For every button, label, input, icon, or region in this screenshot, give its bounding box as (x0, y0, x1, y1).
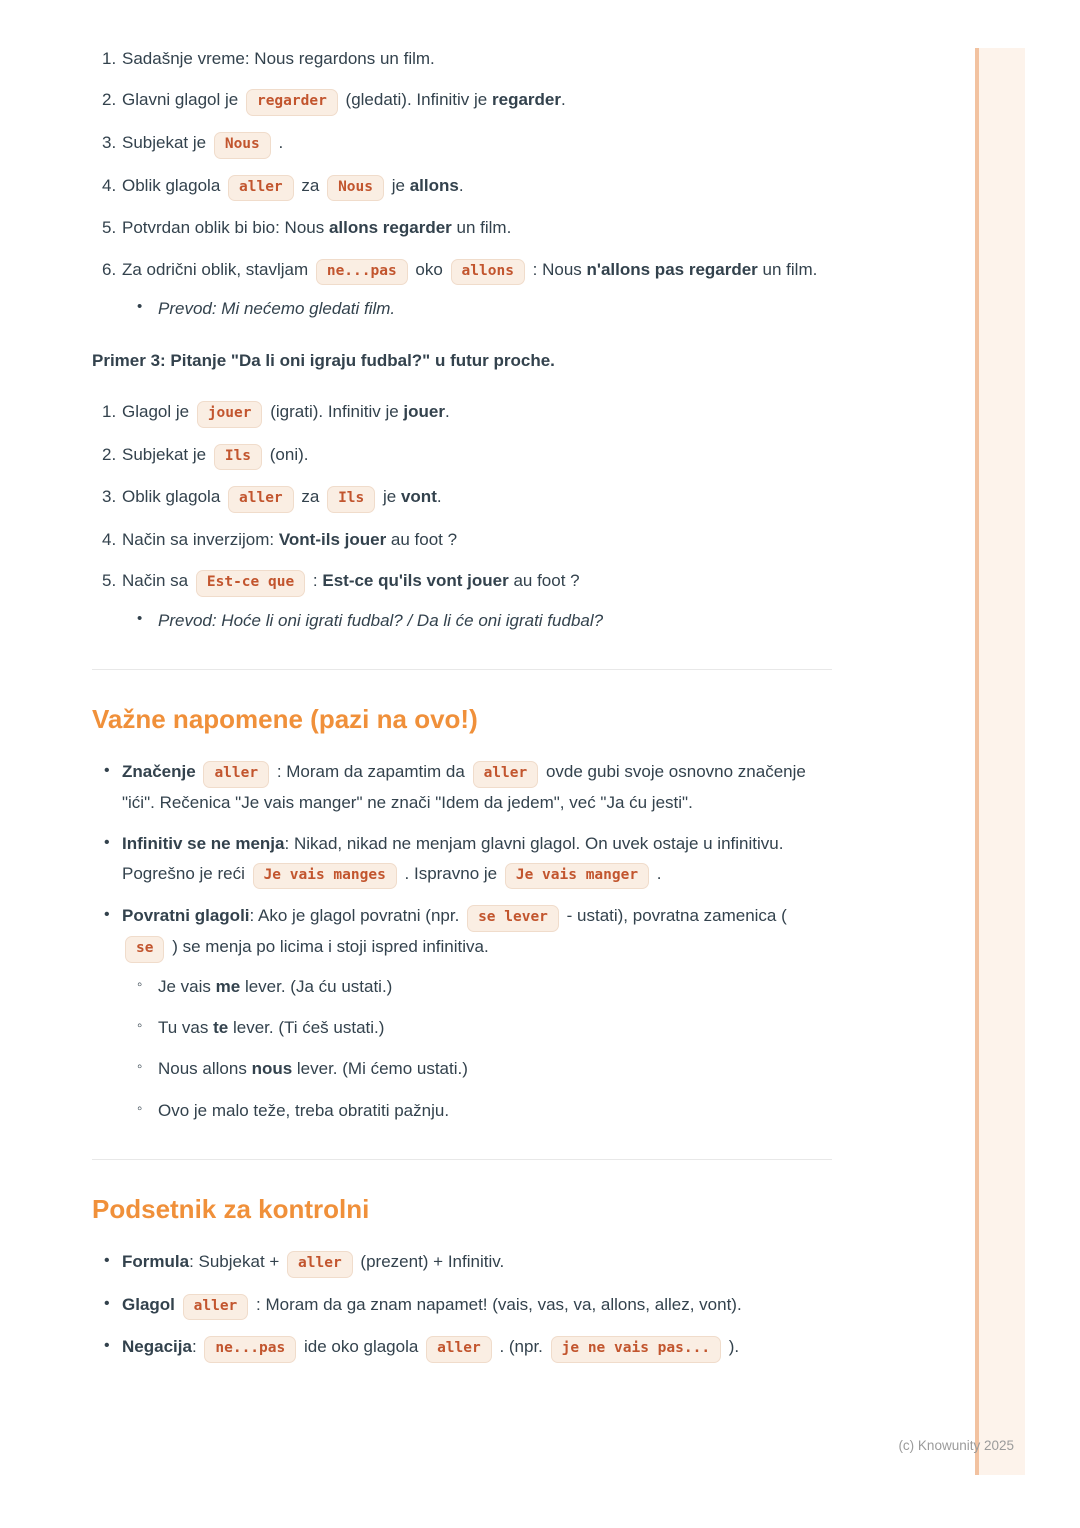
text-run: Potvrdan oblik bi bio: Nous (122, 218, 329, 238)
bullet-icon: • (104, 1251, 110, 1269)
code-chip: Est-ce que (196, 570, 305, 597)
text-run: : Moram da ga znam napamet! (vais, vas, va, allons, allez, vont). (251, 1294, 742, 1314)
text-bold: Primer 3: Pitanje "Da li oni igraju fudbal?" u futur proche. (92, 350, 555, 370)
bullet-icon: • (104, 1337, 110, 1355)
code-chip: aller (426, 1336, 492, 1363)
list-item (92, 44, 832, 73)
list-item-text (122, 571, 580, 590)
sub-list-item-text (158, 1018, 384, 1037)
list-item (92, 440, 832, 471)
code-chip: Je vais manger (505, 863, 649, 890)
text-run (175, 1295, 180, 1314)
code-chip: Nous (214, 132, 271, 159)
text-run: lever. (Ja ću ustati.) (240, 976, 393, 996)
bullet-icon: ◦ (137, 1017, 143, 1035)
sub-list-item-text (158, 977, 392, 996)
list-number: 2. (102, 444, 117, 464)
text-run (196, 762, 201, 781)
text-run: Sadašnje vreme: Nous regardons un film. (122, 49, 435, 68)
text-run: Je vais (158, 976, 216, 996)
code-chip: ne...pas (204, 1336, 296, 1363)
text-bold: Glagol (122, 1294, 175, 1314)
code-chip: regarder (246, 89, 338, 116)
list-item (92, 1332, 832, 1363)
text-run: : Ako je glagol povratni (npr. (249, 906, 465, 926)
text-bold: allons regarder (328, 218, 452, 238)
text-run: : Nikad, nikad ne menjam glavni glagol. On uvek ostaje u infinitivu. Pogrešno je reći (122, 834, 784, 883)
text-run: Glagol je (122, 401, 194, 421)
code-chip: aller (228, 486, 294, 513)
bullet-icon: ◦ (137, 1099, 143, 1117)
code-chip: Nous (327, 175, 384, 202)
text-run: : (308, 571, 323, 591)
text-run: za (296, 487, 325, 507)
list-item (92, 566, 832, 635)
text-run: lever. (Mi ćemo ustati.) (292, 1059, 468, 1079)
text-run: ovde gubi svoje osnovno značenje "ići". Rečenica "Je vais manger" ne znači "Idem da jedem", već "Ja ću jesti". (122, 762, 806, 813)
text-bold: regarder (492, 90, 561, 110)
numbered-list (92, 44, 832, 324)
document-content (92, 44, 832, 1375)
list-item-text (122, 530, 457, 549)
list-number: 5. (102, 571, 117, 591)
list-item-text (122, 906, 787, 956)
sub-list-item (122, 606, 832, 635)
text-run: ) se menja po licima i stoji ispred infinitiva. (167, 937, 489, 957)
text-bold: n'allons pas regarder (586, 259, 758, 279)
list-item-text (122, 49, 435, 68)
text-run: Subjekat je (122, 132, 211, 152)
code-chip: Ils (327, 486, 375, 513)
bullet-icon: ◦ (137, 975, 143, 993)
text-run: . Ispravno je (399, 863, 502, 883)
text-run: Za odrični oblik, stavljam (122, 259, 313, 279)
list-item-text (122, 1337, 739, 1356)
list-item (92, 128, 832, 159)
text-run: (oni). (265, 444, 309, 464)
text-bold: jouer (403, 401, 445, 421)
code-chip: aller (183, 1294, 249, 1321)
list-item (92, 397, 832, 428)
text-bold: nous (251, 1059, 293, 1079)
text-bold: Est-ce qu'ils vont jouer (322, 571, 509, 591)
text-run: . (npr. (494, 1337, 548, 1357)
list-item (92, 255, 832, 324)
numbered-list (92, 397, 832, 635)
list-item-text (122, 133, 283, 152)
text-run: au foot ? (508, 571, 580, 591)
list-number: 4. (102, 175, 117, 195)
bullet-icon: • (104, 762, 110, 780)
list-item-text (122, 445, 309, 464)
code-chip: Je vais manges (253, 863, 397, 890)
sub-list-item (122, 1013, 832, 1042)
text-bold: Negacija (122, 1337, 192, 1357)
section-heading: Podsetnik za kontrolni (92, 1193, 370, 1224)
text-italic: Prevod: Hoće li oni igrati fudbal? / Da li će oni igrati fudbal? (158, 611, 604, 631)
text-bold: allons (409, 175, 459, 195)
text-run: je (387, 175, 410, 195)
code-chip: aller (203, 761, 269, 788)
code-chip: jouer (197, 401, 263, 428)
sub-list (122, 972, 832, 1125)
bullet-icon: • (104, 906, 110, 924)
list-item-text (122, 762, 806, 812)
list-number: 2. (102, 90, 117, 110)
list-item-text (122, 1295, 742, 1314)
sub-list-item (122, 294, 832, 323)
text-run: Način sa (122, 571, 193, 591)
text-bold: vont (400, 487, 437, 507)
copyright-note: (c) Knowunity 2025 (898, 1438, 1014, 1453)
list-item-text (122, 176, 464, 195)
code-chip: je ne vais pas... (551, 1336, 721, 1363)
text-run: lever. (Ti ćeš ustati.) (228, 1018, 385, 1038)
list-item (92, 171, 832, 202)
side-stripe (975, 48, 1025, 1475)
bullet-icon: ◦ (137, 1058, 143, 1076)
text-run: : Moram da zapamtim da (272, 762, 470, 782)
text-bold: Formula (122, 1251, 190, 1271)
list-item (92, 901, 832, 1124)
list-item (92, 1247, 832, 1278)
text-run: . (458, 175, 464, 195)
text-run: un film. (451, 218, 512, 238)
list-item (92, 757, 832, 817)
code-chip: aller (228, 175, 294, 202)
list-item-text (122, 834, 783, 882)
code-chip: se lever (467, 905, 559, 932)
text-run: je (378, 487, 401, 507)
sub-list-item-text (158, 1059, 468, 1078)
sub-list-item-text (158, 299, 395, 318)
sub-list (122, 606, 832, 635)
list-number: 3. (102, 132, 117, 152)
bullet-icon: • (137, 610, 143, 628)
text-run: un film. (757, 259, 818, 279)
text-bold: te (213, 1018, 229, 1038)
list-item (92, 482, 832, 513)
text-run: - ustati), povratna zamenica ( (561, 906, 787, 926)
text-bold: Povratni glagoli (122, 906, 250, 926)
text-run: Nous allons (158, 1059, 252, 1079)
text-run: ide oko glagola (299, 1337, 424, 1357)
bullet-icon: • (104, 1294, 110, 1312)
list-number: 5. (102, 218, 117, 238)
list-number: 4. (102, 530, 117, 550)
text-run: . (652, 863, 662, 883)
text-run: . (436, 487, 442, 507)
text-run: oko (410, 259, 448, 279)
sub-list-item (122, 1096, 832, 1125)
list-number: 6. (102, 259, 117, 279)
list-item-text (122, 402, 450, 421)
text-run: : Subjekat + (189, 1251, 285, 1271)
text-run: Oblik glagola (122, 175, 226, 195)
text-run: au foot ? (386, 530, 458, 550)
text-run: Način sa inverzijom: (122, 530, 279, 550)
text-italic: Prevod: Mi nećemo gledati film. (158, 299, 396, 319)
text-run: (gledati). Infinitiv je (340, 90, 492, 110)
list-item-text (122, 90, 566, 109)
list-item-text (122, 487, 442, 506)
code-chip: allons (451, 259, 525, 286)
paragraph (92, 346, 832, 375)
text-bold: Značenje (122, 762, 196, 782)
text-bold: Vont-ils jouer (278, 530, 387, 550)
list-item (92, 85, 832, 116)
section-divider (92, 669, 832, 670)
list-item-text (122, 1252, 504, 1271)
bullet-list (92, 1247, 832, 1363)
text-run: Tu vas (158, 1018, 214, 1038)
sub-list-item (122, 972, 832, 1001)
code-chip: ne...pas (316, 259, 408, 286)
text-run: . (273, 132, 284, 152)
section-heading: Važne napomene (pazi na ovo!) (92, 704, 478, 735)
sub-list-item-text (158, 1101, 449, 1120)
list-item (92, 525, 832, 554)
list-number: 1. (102, 49, 117, 68)
text-run: . (444, 401, 450, 421)
text-run: Glavni glagol je (122, 90, 243, 110)
text-run: ). (724, 1337, 740, 1357)
code-chip: aller (287, 1251, 353, 1278)
text-run: (igrati). Infinitiv je (265, 401, 404, 421)
list-item (92, 1290, 832, 1321)
bullet-list (92, 757, 832, 1124)
list-number: 1. (102, 401, 117, 421)
list-item (92, 829, 832, 889)
list-number: 3. (102, 487, 117, 507)
text-run: Ovo je malo teže, treba obratiti pažnju. (158, 1100, 450, 1120)
text-bold: me (215, 976, 241, 996)
list-item-text (122, 218, 511, 237)
list-item-text (122, 260, 817, 279)
code-chip: Ils (214, 444, 262, 471)
bullet-icon: • (104, 834, 110, 852)
text-run: . (560, 90, 566, 110)
text-run: : (191, 1337, 202, 1357)
code-chip: se (125, 936, 164, 963)
sub-list-item (122, 1054, 832, 1083)
text-run: (prezent) + Infinitiv. (355, 1251, 505, 1271)
text-bold: Infinitiv se ne menja (122, 834, 285, 854)
code-chip: aller (473, 761, 539, 788)
text-run: : Nous (527, 259, 587, 279)
section-divider (92, 1159, 832, 1160)
bullet-icon: • (137, 298, 143, 316)
list-item (92, 213, 832, 242)
text-run: Subjekat je (122, 444, 211, 464)
sub-list (122, 294, 832, 323)
text-run: Oblik glagola (122, 487, 226, 507)
text-run: za (296, 175, 325, 195)
sub-list-item-text (158, 611, 603, 630)
